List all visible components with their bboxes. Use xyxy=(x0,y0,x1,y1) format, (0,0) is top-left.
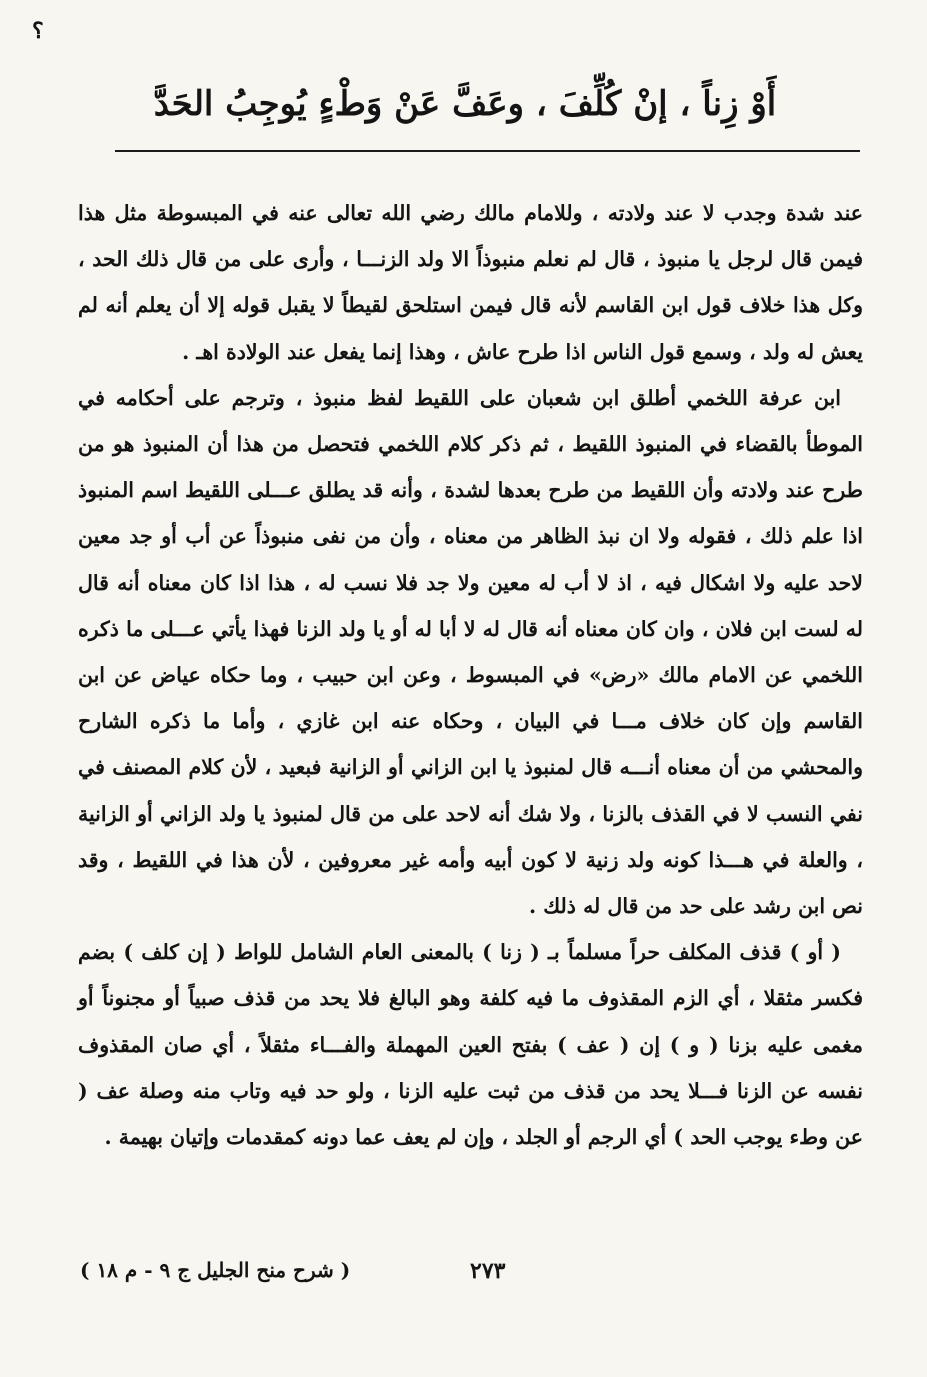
commentary-text xyxy=(78,190,863,1160)
commentary-paragraph-3: ( أو ) قذف المكلف حراً مسلماً بـ ( زنا ) بالمعنى العام الشامل للواط ( إن كلف ) بضم فكسر مثقلا ، أي الزم المقذوف ما فيه كلفة وهو البالغ فلا يحد من قذف صبياً أو مجنوناً أو مغمى عليه بزنا ( و ) إن ( عف ) بفتح العين المهملة والفـــاء مثقلاً ، أي صان المقذوف نفسه عن الزنا فـــلا يحد من قذف من ثبت عليه الزنا ، ولو حد فيه وتاب منه وصلة عف ( عن وطء يوجب الحد ) أي الرجم أو الجلد ، وإن لم يعف عما دونه كمقدمات وإتيان بهيمة . xyxy=(78,940,863,1150)
page-number: ٢٧٣ xyxy=(470,1258,506,1284)
corner-mark: ؟ xyxy=(32,18,44,44)
footer-source-note: ( شرح منح الجليل ج ٩ - م ١٨ ) xyxy=(80,1258,351,1282)
page-footer xyxy=(40,1258,840,1298)
commentary-paragraph-2: ابن عرفة اللخمي أطلق ابن شعبان على اللقيط لفظ منبوذ ، وترجم على أحكامه في الموطأ بالقضاء في المنبوذ اللقيط ، ثم ذكر كلام اللخمي فتحصل من هذا أن المنبوذ هو من طرح عند ولادته وأن اللقيط من طرح بعدها لشدة ، وأنه قد يطلق عـــلى اللقيط اسم المنبوذ اذا علم ذلك ، فقوله ولا ان نبذ الظاهر من معناه ، وأن من نفى منبوذاً عن أب أو جد معين لاحد عليه ولا اشكال فيه ، اذ لا أب له معين ولا جد فلا نسب له ، هذا اذا كان معناه أنه قال له لست ابن فلان ، وان كان معناه أنه قال له لا أبا له أو يا ولد الزنا فهذا يأتي عـــلى ما ذكره اللخمي عن الامام مالك «رض» في المبسوط ، وعن ابن حبيب ، وما حكاه عياض عن ابن القاسم وإن كان خلاف مـــا في البيان ، وحكاه عنه ابن غازي ، وأما ما ذكره الشارح والمحشي من أن معناه أنـــه قال لمنبوذ يا ابن الزاني أو الزانية فبعيد ، لأن كلام المصنف في نفي النسب لا في القذف بالزنا ، ولا شك أنه لاحد على من قال لمنبوذ يا ولد الزاني أو الزانية ، والعلة في هـــذا كونه ولد زنية لا كون أبيه وأمه غير معروفين ، لأن هذا في اللقيط ، وقد نص ابن رشد على حد من قال له ذلك . xyxy=(78,385,863,919)
heading-rule xyxy=(115,150,860,152)
commentary-paragraph-1: عند شدة وجدب لا عند ولادته ، وللامام مالك رضي الله تعالى عنه في المبسوطة مثل هذا فيمن قال لرجل يا منبوذ ، قال لم نعلم منبوذاً الا ولد الزنـــا ، وأرى على من قال ذلك الحد ، وكل هذا خلاف قول ابن القاسم لأنه قال فيمن استلحق لقيطاً لا يقبل قوله إلا أن يعلم أنه لم يعش له ولد ، وسمع قول الناس اذا طرح عاش ، وهذا إنما يفعل عند الولادة اهـ . xyxy=(78,201,863,364)
matn-heading: أَوْ زِناً ، إنْ كُلِّفَ ، وعَفَّ عَنْ وَطْءٍ يُوجِبُ الحَدَّ xyxy=(153,84,777,124)
